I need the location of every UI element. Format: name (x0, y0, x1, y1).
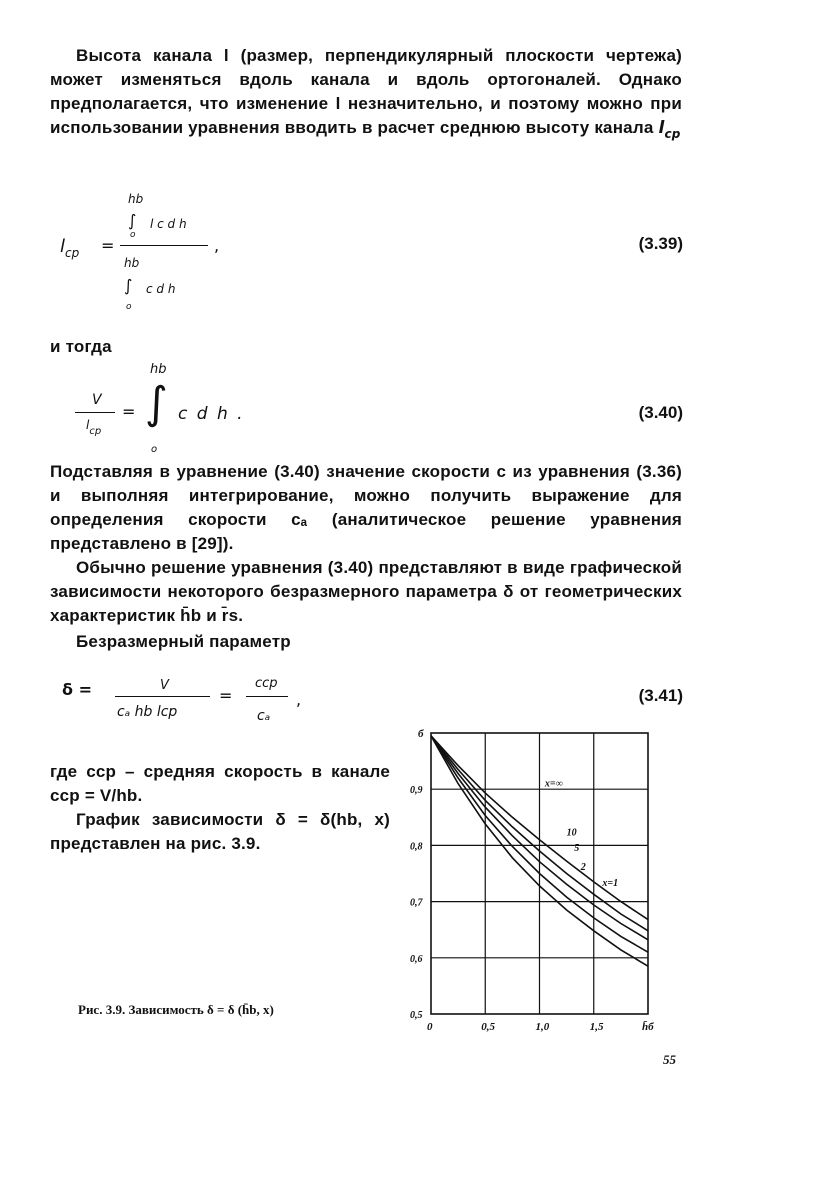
eq341-den1: cₐ hb lср (117, 704, 178, 720)
page-number: 55 (663, 1052, 676, 1067)
eq340-integrand: c d h . (178, 404, 245, 424)
eq339-integrand-den: c d h (146, 282, 176, 296)
symbol-l-cp: $l_{ср}$ (658, 118, 681, 141)
figure-caption: Рис. 3.9. Зависимость δ = δ (h̄b, x) (78, 1002, 274, 1017)
eq340-equals: = (122, 402, 136, 421)
eq340-lower-limit: o (151, 444, 158, 455)
equation-number-3-41: (3.41) (638, 686, 683, 705)
delta-chart (400, 718, 670, 1040)
and-then-text: и тогда (50, 337, 112, 356)
eq340-upper-limit: hb (150, 362, 167, 377)
x-tick-label-2: 1,0 (535, 1021, 550, 1033)
eq339-lhs: $l_{ср}$ (60, 236, 80, 260)
eq339-lower-limit-num: o (130, 230, 136, 240)
eq339-equals: = (101, 236, 115, 255)
eq339-upper-limit-den: hb (124, 256, 140, 270)
y-tick-label-4: 0,9 (410, 785, 423, 797)
y-axis-label: б (418, 728, 424, 740)
series-label-1: 10 (566, 827, 577, 839)
eq340-integral: ∫ (145, 378, 168, 429)
eq339-upper-limit-num: hb (128, 192, 144, 206)
chart-labels (410, 728, 654, 1033)
y-tick-label-2: 0,7 (410, 897, 423, 909)
y-tick-label-1: 0,6 (410, 953, 423, 965)
paragraph-1 (50, 44, 682, 141)
eq341-comma: , (296, 690, 302, 709)
eq341-equals: = (219, 686, 233, 705)
paragraph-3: Обычно решение уравнения (3.40) представляют в виде графической зависимости некоторого безразмерного параметра δ от геометрических характеристик h̄b и r̄s. (50, 558, 682, 625)
eq340-numerator: V (92, 392, 102, 408)
paragraph-2: Подставляя в уравнение (3.40) значение скорости c из уравнения (3.36) и выполняя интегрирование, можно получить выражение для определения скорости cₐ (аналитическое решение уравнения представлено в [29]). (50, 462, 682, 553)
x-axis-label: h̄б (642, 1021, 654, 1033)
eq339-lower-limit-den: o (126, 302, 132, 312)
paragraph-4: Безразмерный параметр (76, 632, 291, 651)
eq341-fraction-bar-1 (115, 696, 210, 697)
series-label-3: 2 (580, 862, 586, 874)
eq339-fraction-bar (120, 245, 208, 246)
eq341-den2: cₐ (257, 708, 271, 724)
eq339-comma: , (214, 236, 220, 255)
eq341-lhs: δ = (62, 680, 92, 699)
eq340-fraction-bar (75, 412, 115, 413)
x-tick-label-0: 0 (427, 1021, 433, 1033)
equation-number-3-40: (3.40) (638, 403, 683, 422)
eq339-integral-den: ∫ (124, 276, 133, 295)
x-tick-label-3: 1,5 (589, 1021, 604, 1033)
y-tick-label-0: 0,5 (410, 1010, 423, 1021)
paragraph-5: где cср – средняя скорость в канале cср = V/hb. (50, 762, 390, 805)
eq339-integral-num: ∫ (128, 211, 137, 230)
paragraph-1-text: Высота канала l (размер, перпендикулярный плоскости чертежа) может изменяться вдоль канала и вдоль ортогоналей. Однако предполагается, что изменение l незначительно, и поэтому можно при использовании уравнения вводить в расчет среднюю высоту канала (50, 46, 682, 137)
eq341-num2: cср (255, 676, 278, 691)
series-label-2: 5 (574, 843, 580, 855)
eq341-num1: V (160, 678, 169, 693)
equation-number-3-39: (3.39) (638, 234, 683, 253)
eq339-integrand-num: l c d h (150, 217, 187, 231)
eq340-denominator: $l_{ср}$ (86, 418, 102, 437)
eq341-fraction-bar-2 (246, 696, 288, 697)
x-tick-label-1: 0,5 (481, 1021, 495, 1033)
series-label-4: x=1 (602, 877, 619, 889)
series-label-0: x=∞ (544, 778, 563, 790)
paragraph-6: График зависимости δ = δ(hb, x) представлен на рис. 3.9. (50, 810, 390, 853)
y-tick-label-3: 0,8 (410, 841, 423, 853)
